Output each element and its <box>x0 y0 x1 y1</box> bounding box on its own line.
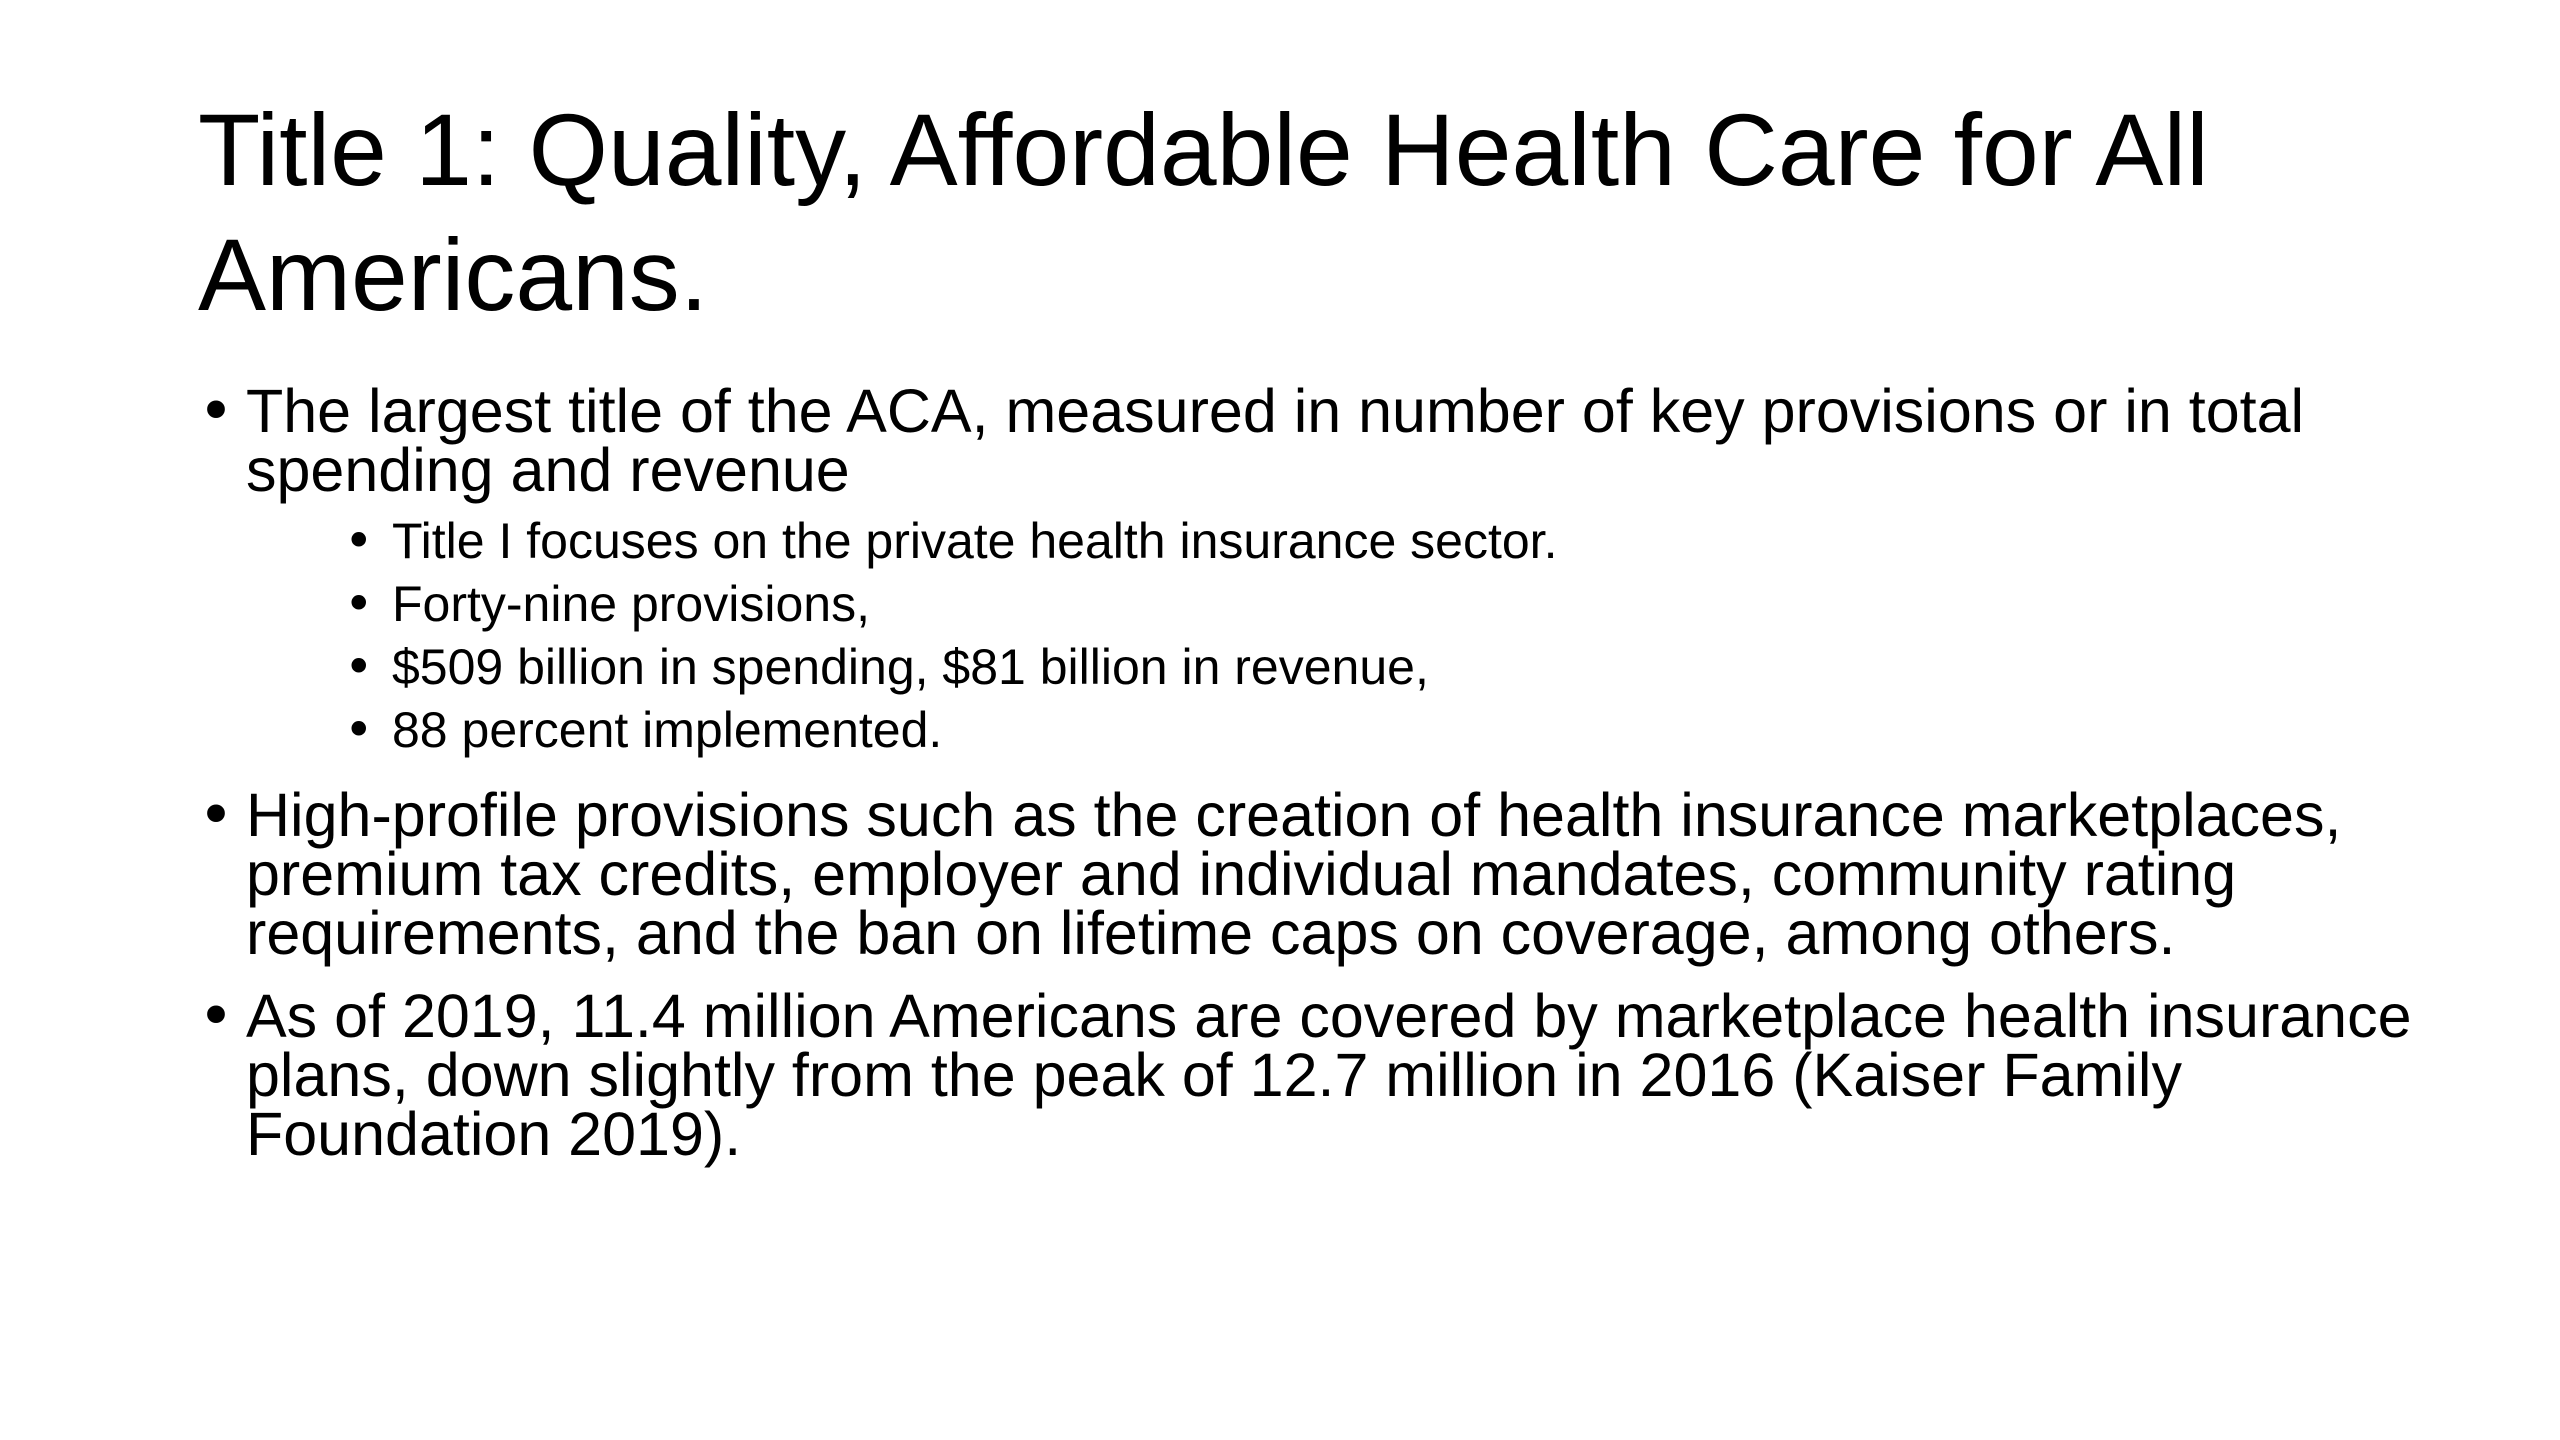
sub-bullet-text: Forty-nine provisions, <box>392 576 870 632</box>
sub-bullet-text: $509 billion in spending, $81 billion in revenue, <box>392 639 1429 695</box>
bullet-dot-icon: • <box>198 981 234 1052</box>
bullet-item <box>198 780 2418 967</box>
bullet-item <box>198 981 2418 1168</box>
bullet-item <box>198 376 2418 762</box>
sub-bullet-item <box>246 510 2418 573</box>
sub-bullet-item <box>246 699 2418 762</box>
slide-title: Title 1: Quality, Affordable Health Care for All Americans. <box>198 93 2209 332</box>
slide-body <box>198 376 2418 1188</box>
sub-bullet-text: Title I focuses on the private health insurance sector. <box>392 513 1558 569</box>
sub-bullet-list <box>246 510 2418 762</box>
bullet-dot-icon: • <box>198 780 234 851</box>
sub-bullet-dot-icon: • <box>344 638 374 696</box>
sub-bullet-item <box>246 636 2418 699</box>
bullet-text: The largest title of the ACA, measured in number of key provisions or in total spending and revenue <box>246 377 2305 504</box>
bullet-list <box>198 376 2418 1168</box>
bullet-dot-icon: • <box>198 376 234 447</box>
bullet-text: As of 2019, 11.4 million Americans are covered by marketplace health insurance plans, down slightly from the peak of 12.7 million in 2016 (Kaiser Family Foundation 2019). <box>246 982 2412 1168</box>
sub-bullet-dot-icon: • <box>344 701 374 759</box>
sub-bullet-item <box>246 573 2418 636</box>
bullet-text: High-profile provisions such as the creation of health insurance marketplaces, premium tax credits, employer and individual mandates, community rating requirements, and the ban on lifetime caps on coverage, among others. <box>246 781 2342 967</box>
sub-bullet-dot-icon: • <box>344 575 374 633</box>
sub-bullet-text: 88 percent implemented. <box>392 702 943 758</box>
sub-bullet-dot-icon: • <box>344 512 374 570</box>
